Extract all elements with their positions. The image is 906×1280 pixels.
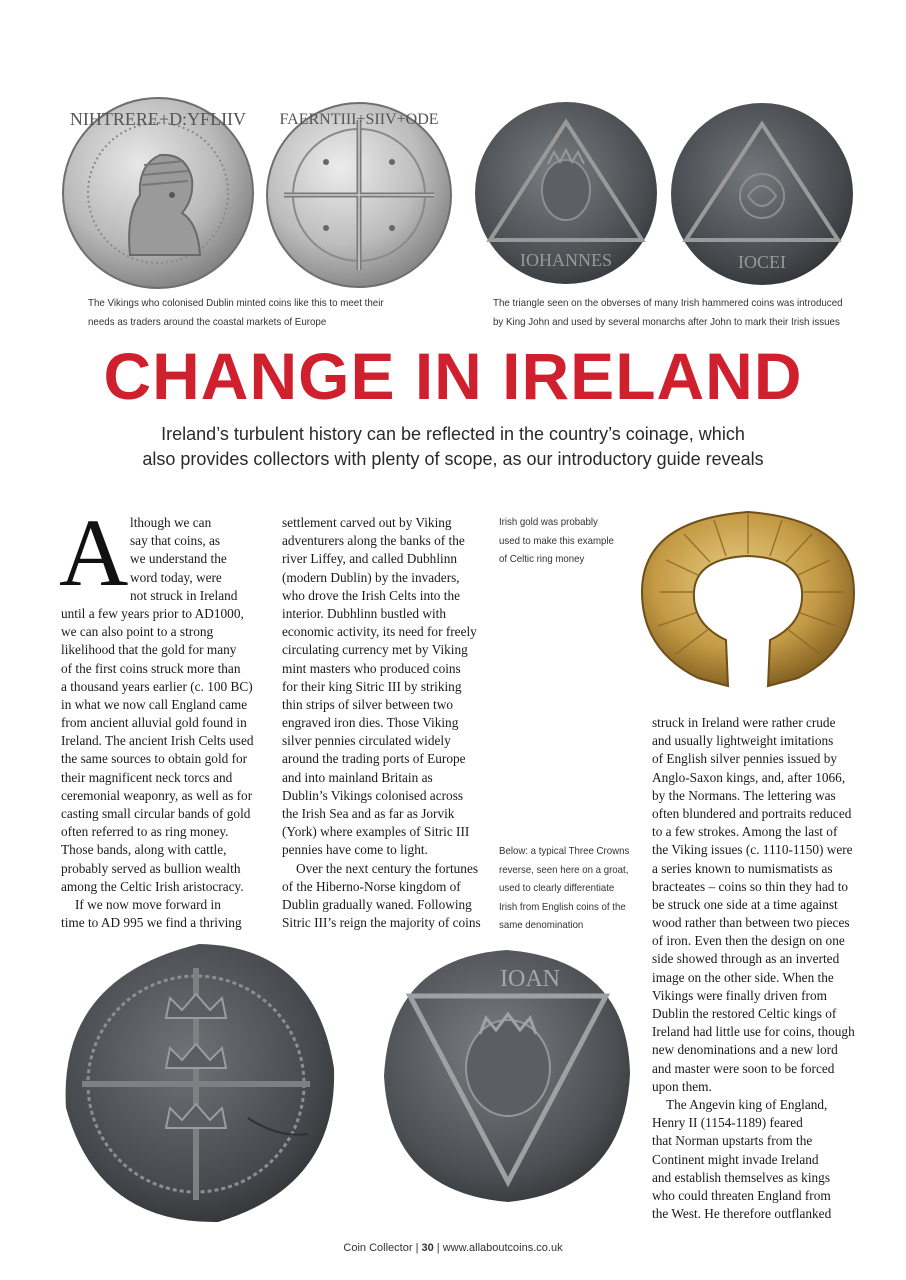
body-line: we understand the	[130, 551, 227, 567]
standfirst	[0, 422, 906, 472]
standfirst-line: also provides collectors with plenty of scope, as our introductory guide reveals	[142, 449, 764, 469]
body-line: to a few strokes. Among the last of	[652, 824, 838, 840]
caption-line: Below: a typical Three Crowns	[499, 845, 630, 857]
publication-name: Coin Collector	[343, 1242, 413, 1254]
body-column-2	[282, 514, 482, 932]
caption-line: used to clearly differentiate	[499, 882, 615, 894]
body-line: Vikings were finally driven from	[652, 987, 827, 1003]
body-line: Dublin gradually waned. Following	[282, 896, 472, 912]
body-line: casting small circular bands of gold	[61, 806, 251, 821]
page-footer: Coin Collector | 30 | www.allaboutcoins.co.uk	[343, 1242, 563, 1254]
triangle-penny-legend: IOAN	[500, 966, 560, 992]
body-line: in what we now call England came	[61, 696, 248, 712]
john-penny-obverse-image	[472, 100, 660, 286]
page-number: 30	[421, 1242, 434, 1254]
ring-money-caption	[499, 513, 614, 569]
caption-line: used to make this example	[499, 534, 614, 547]
body-line: Continent might invade Ireland	[652, 1151, 819, 1167]
body-line: Those bands, along with cattle,	[61, 842, 227, 858]
viking-reverse-legend: FAERNTIII+SIIV+ODE	[279, 111, 439, 128]
body-line: of the Hiberno-Norse kingdom of	[282, 878, 461, 894]
body-line: of the first coins struck more than	[61, 660, 241, 676]
triangle-coin-caption	[493, 294, 843, 332]
caption-line: The Vikings who colonised Dublin minted coins like this to meet their	[88, 297, 384, 309]
body-line: adventurers along the banks of the	[282, 533, 465, 549]
body-line: likelihood that the gold for many	[61, 642, 237, 658]
body-line: by the Normans. The lettering was	[652, 787, 836, 803]
body-line: of iron. Even then the design on one	[652, 933, 845, 949]
body-line: time to AD 995 we find a thriving	[61, 915, 242, 931]
body-line: we can also point to a strong	[61, 624, 214, 640]
caption-line: of Celtic ring money	[499, 553, 585, 565]
body-line: a series known to numismatists as	[652, 860, 833, 876]
body-line: ceremonial weaponry, as well as for	[61, 787, 253, 803]
viking-coin-caption	[88, 294, 384, 332]
body-line: lthough we can	[130, 515, 212, 530]
body-line: bracteates – coins so thin they had to	[652, 878, 849, 894]
body-line: new denominations and a new lord	[652, 1042, 838, 1058]
three-crowns-groat-image	[58, 938, 340, 1226]
body-line: Over the next century the fortunes	[296, 860, 479, 876]
viking-penny-obverse-image	[60, 95, 256, 291]
body-line: river Liffey, and called Dubhlinn	[282, 551, 458, 567]
drop-cap: A	[59, 499, 129, 606]
body-line: among the Celtic Irish aristocracy.	[61, 878, 244, 894]
body-line: pennies have come to light.	[282, 842, 428, 858]
body-line: mint masters who produced coins	[282, 660, 461, 676]
caption-line: by King John and used by several monarchs after John to mark their Irish issues	[493, 316, 840, 328]
body-line: interior. Dubhlinn bustled with	[282, 605, 446, 621]
john-reverse-legend: IOCEI	[738, 252, 786, 272]
body-line: the same sources to obtain gold for	[61, 751, 248, 767]
body-line: wood rather than between two pieces	[652, 915, 850, 931]
body-line: If we now move forward in	[75, 896, 221, 912]
caption-line: Irish from English coins of the	[499, 900, 626, 913]
body-line: word today, were	[130, 569, 222, 585]
body-line: until a few years prior to AD1000,	[61, 605, 244, 621]
viking-obverse-legend: NIHTRERE+D:YFLIIV	[69, 109, 247, 129]
body-line: upon them.	[652, 1078, 712, 1094]
body-line: (York) where examples of Sitric III	[282, 824, 470, 840]
viking-penny-reverse-image	[264, 100, 454, 290]
body-line: their magnificent neck torcs and	[61, 769, 233, 785]
body-line: that Norman upstarts from the	[652, 1133, 813, 1149]
caption-line: The triangle seen on the obverses of many Irish hammered coins was introduced	[493, 297, 843, 309]
standfirst-line: Ireland’s turbulent history can be reflected in the country’s coinage, which	[161, 424, 745, 444]
body-line: around the trading ports of Europe	[282, 751, 466, 767]
three-crowns-caption	[499, 842, 629, 935]
body-line: economic activity, its need for freely	[282, 624, 477, 640]
body-line: and establish themselves as kings	[652, 1169, 831, 1185]
body-line: Henry II (1154-1189) feared	[652, 1115, 803, 1131]
body-line: (modern Dublin) by the invaders,	[282, 569, 460, 585]
body-line: and usually lightweight imitations	[652, 733, 834, 749]
body-line: the Viking issues (c. 1110-1150) were	[652, 842, 853, 858]
body-line: thin strips of silver between two	[282, 696, 453, 712]
body-column-3	[652, 714, 862, 1223]
ring-money-image	[636, 500, 860, 692]
body-line: often referred to as ring money.	[61, 824, 229, 840]
body-line: for their king Sitric III by striking	[282, 678, 462, 694]
triangle-penny-image	[380, 946, 634, 1206]
body-line: circulating currency met by Viking	[282, 642, 468, 658]
body-line: The Angevin king of England,	[666, 1096, 828, 1112]
body-line: Dublin’s Vikings colonised across	[282, 787, 464, 803]
body-line: probably served as bullion wealth	[61, 860, 241, 876]
caption-line: Irish gold was probably	[499, 516, 598, 528]
body-line: side showed through as an inverted	[652, 951, 840, 967]
body-column-1	[61, 514, 261, 932]
body-line: Dublin the restored Celtic kings of	[652, 1006, 837, 1021]
body-line: the West. He therefore outflanked	[652, 1206, 832, 1222]
body-line: who could threaten England from	[652, 1187, 831, 1203]
body-line: image on the other side. When the	[652, 969, 834, 985]
body-line: Ireland. The ancient Irish Celts used	[61, 733, 254, 749]
body-line: struck in Ireland were rather crude	[652, 715, 836, 730]
body-line: silver pennies circulated widely	[282, 733, 451, 749]
page-title: CHANGE IN IRELAND	[103, 339, 803, 413]
john-obverse-legend: IOHANNES	[520, 250, 612, 270]
caption-line: needs as traders around the coastal markets of Europe	[88, 316, 327, 328]
body-line: who drove the Irish Celts into the	[282, 587, 461, 603]
caption-line: reverse, seen here on a groat,	[499, 863, 629, 876]
body-line: from ancient alluvial gold found in	[61, 715, 247, 731]
caption-line: same denomination	[499, 919, 584, 931]
body-line: engraved iron dies. Those Viking	[282, 715, 459, 731]
body-line: the Irish Sea and as far as Jorvik	[282, 806, 455, 821]
body-line: of English silver pennies issued by	[652, 751, 838, 767]
website-link[interactable]: www.allaboutcoins.co.uk	[442, 1242, 563, 1254]
body-line: say that coins, as	[130, 533, 221, 549]
body-line: Ireland had little use for coins, though	[652, 1024, 855, 1040]
body-line: often blundered and portraits reduced	[652, 805, 852, 821]
body-line: not struck in Ireland	[130, 587, 238, 603]
body-line: Anglo-Saxon kings, and, after 1066,	[652, 769, 846, 785]
body-line: Sitric III’s reign the majority of coins	[282, 915, 481, 931]
body-line: settlement carved out by Viking	[282, 515, 452, 530]
body-line: a thousand years earlier (c. 100 BC)	[61, 678, 253, 694]
body-line: and into mainland Britain as	[282, 769, 433, 785]
john-penny-reverse-image	[668, 100, 856, 288]
body-line: be struck one side at a time against	[652, 896, 838, 912]
body-line: and master were soon to be forced	[652, 1060, 835, 1076]
